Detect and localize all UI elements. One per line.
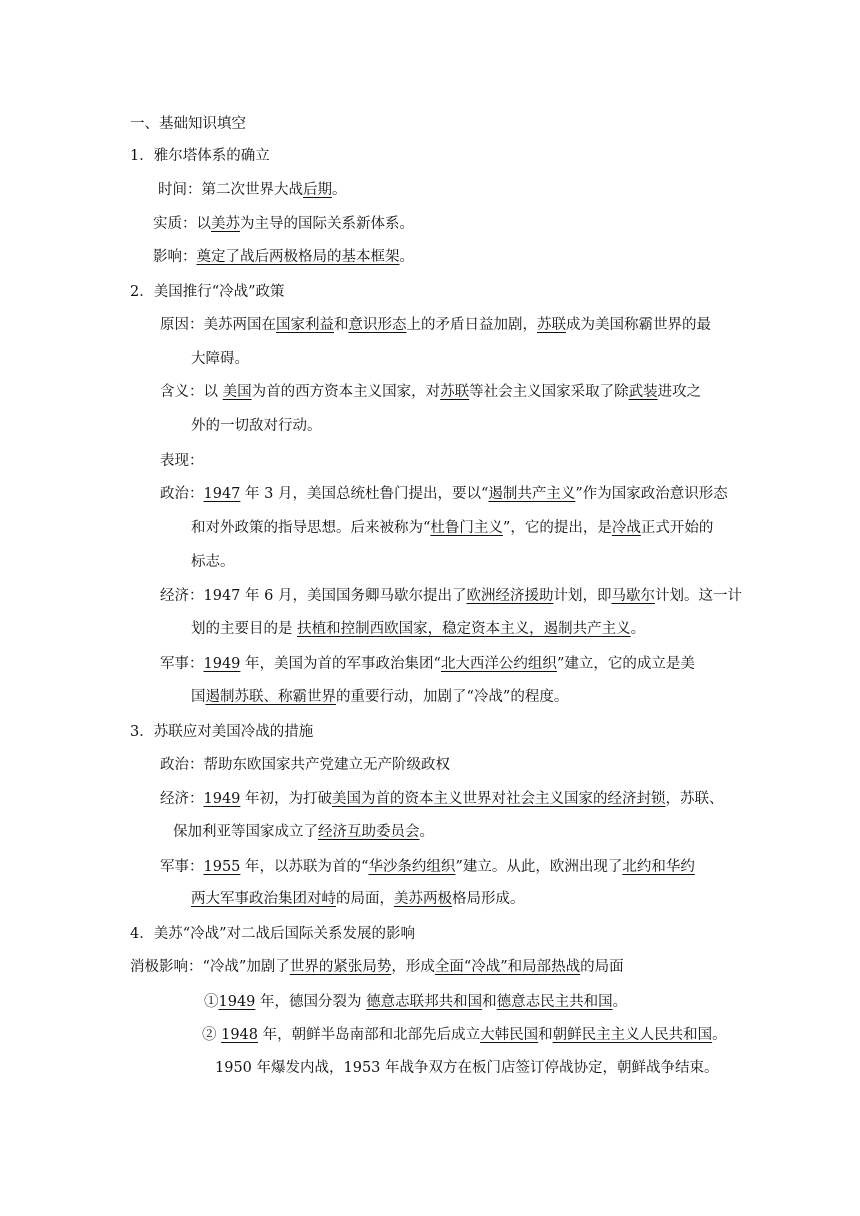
text-line <box>191 889 525 909</box>
subheading <box>130 924 415 944</box>
text-span: 。 <box>630 621 646 637</box>
answer-underline: 意识形态 <box>348 317 407 333</box>
text-line <box>160 451 204 471</box>
answer-underline: 世界的紧张局势 <box>289 959 392 975</box>
text-line <box>153 214 414 234</box>
text-span: 影响： <box>153 249 197 265</box>
answer-underline: 遏制共产主义 <box>488 486 576 502</box>
text-line <box>173 822 434 842</box>
text-span: 成为美国称霸世界的最 <box>566 317 711 333</box>
text-span: 军事： <box>160 656 204 672</box>
answer-underline: 苏联 <box>440 384 470 400</box>
text-line <box>191 349 249 369</box>
answer-underline: 经济互助委员会 <box>318 824 420 840</box>
text-span: 。 <box>332 182 347 198</box>
text-span: 等社会主义国家采取了除 <box>469 384 629 400</box>
answer-underline: 两大军事政治集团对峙 <box>191 891 336 907</box>
subheading <box>130 722 313 742</box>
text-span: 上的矛盾日益加剧， <box>406 317 537 333</box>
answer-underline: 德意志民主共和国 <box>496 994 613 1010</box>
text-line <box>160 315 711 335</box>
text-span: 的局面， <box>336 891 394 907</box>
text-span: 的重要行动，加剧了“冷战”的程度。 <box>336 689 569 705</box>
text-span: 含义：以 <box>160 384 223 400</box>
text-span: 实质：以 <box>153 216 211 232</box>
text-span: 经济：1947 年 6 月，美国国务卿马歇尔提出了 <box>160 588 467 604</box>
text-span: ”作为国家政治意识形态 <box>575 486 728 502</box>
text-span: 军事： <box>160 859 204 875</box>
section-heading <box>130 114 246 134</box>
text-span: ② <box>202 1027 222 1043</box>
text-line <box>158 180 347 200</box>
answer-underline: 朝鲜民主主义人民共和国 <box>552 1027 713 1043</box>
answer-underline: 美国 <box>222 384 252 400</box>
text-line <box>160 484 728 504</box>
text-span: 为主导的国际关系新体系。 <box>240 216 414 232</box>
text-span: 和 <box>482 994 497 1010</box>
text-span: 国 <box>191 689 206 705</box>
text-span: 。 <box>612 994 628 1010</box>
text-span: 政治：帮助东欧国家共产党建立无产阶级政权 <box>160 757 450 773</box>
text-line <box>191 552 235 572</box>
text-span: 年，德国分裂为 <box>255 994 367 1010</box>
answer-underline: 冷战 <box>611 520 641 536</box>
text-span: ，苏联、 <box>665 791 724 807</box>
subheading <box>130 282 285 302</box>
text-span: 和对外政策的指导思想。后来被称为“ <box>191 520 431 536</box>
text-span: 消极影响：“冷战”加剧了 <box>130 959 290 975</box>
text-span: 年，美国为首的军事政治集团“ <box>240 656 441 672</box>
text-span: 时间：第二次世界大战 <box>158 182 303 198</box>
text-line <box>160 755 450 775</box>
answer-underline: 马歇尔 <box>611 588 655 604</box>
text-span: 原因：美苏两国在 <box>160 317 276 333</box>
text-line <box>160 857 695 877</box>
answer-underline: 奠定了战后两极格局的基本框架 <box>196 249 400 265</box>
text-span: 表现： <box>160 453 204 469</box>
answer-underline: 国家利益 <box>276 317 334 333</box>
text-line <box>191 687 568 707</box>
text-span: 年，以苏联为首的“ <box>240 859 369 875</box>
text-line <box>160 789 724 809</box>
text-span: 年，朝鲜半岛南部和北部先后成立 <box>258 1027 481 1043</box>
text-line <box>130 957 624 977</box>
answer-underline: 北约和华约 <box>622 859 695 875</box>
text-span: 年初，为打破 <box>240 791 333 807</box>
answer-underline: 武装 <box>628 384 658 400</box>
answer-underline: 1949 <box>218 994 256 1010</box>
answer-underline: 扶植和控制西欧国家，稳定资本主义，遏制共产主义 <box>297 621 631 637</box>
answer-underline: 1948 <box>221 1027 259 1043</box>
text-line <box>160 586 742 606</box>
text-span: 划的主要目的是 <box>191 621 298 637</box>
text-span: 计划，即 <box>553 588 612 604</box>
text-span: ”，它的提出，是 <box>502 520 612 536</box>
text-span: 政治： <box>160 486 204 502</box>
text-span: 和 <box>538 1027 553 1043</box>
text-span: 1950 年爆发内战，1953 年战争双方在板门店签订停战协定，朝鲜战争结束。 <box>215 1060 719 1076</box>
answer-underline: 美苏两极 <box>394 891 452 907</box>
answer-underline: 1955 <box>203 859 241 875</box>
answer-underline: 1949 <box>203 791 241 807</box>
answer-underline: 杜鲁门主义 <box>430 520 503 536</box>
text-line <box>215 1058 719 1078</box>
text-span: 外的一切敌对行动。 <box>191 418 322 434</box>
text-span: 为首的西方资本主义国家，对 <box>251 384 441 400</box>
answer-underline: 苏联 <box>537 317 566 333</box>
text-span: 正式开始的 <box>640 520 714 536</box>
text-line <box>160 654 695 674</box>
text-span: 3．苏联应对美国冷战的措施 <box>130 724 314 740</box>
answer-underline: 1947 <box>203 486 241 502</box>
text-line <box>191 619 645 639</box>
text-span: 计划。这一计 <box>654 588 742 604</box>
text-span: 。 <box>419 824 434 840</box>
text-span: ，形成 <box>391 959 435 975</box>
text-span: 标志。 <box>191 554 235 570</box>
text-line <box>160 382 701 402</box>
text-span: 大障碍。 <box>191 351 249 367</box>
answer-underline: 遏制苏联、称霸世界 <box>205 689 336 705</box>
answer-underline: 华沙条约组织 <box>368 859 456 875</box>
text-span: 。 <box>399 249 414 265</box>
text-span: 和 <box>334 317 349 333</box>
text-span: ”建立。从此，欧洲出现了 <box>455 859 623 875</box>
answer-underline: 美苏 <box>211 216 240 232</box>
answer-underline: 德意志联邦共和国 <box>366 994 483 1010</box>
answer-underline: 北大西洋公约组织 <box>440 656 557 672</box>
text-span: 2．美国推行“冷战”政策 <box>130 284 285 300</box>
answer-underline: 后期 <box>303 182 332 198</box>
text-line <box>191 518 713 538</box>
text-span: 1．雅尔塔体系的确立 <box>130 148 270 164</box>
text-span: 经济： <box>160 791 204 807</box>
text-line <box>204 992 627 1012</box>
answer-underline: 全面“冷战”和局部热战 <box>434 959 581 975</box>
text-line <box>153 247 414 267</box>
subheading <box>130 146 270 166</box>
text-span: 格局形成。 <box>452 891 525 907</box>
text-span: 保加利亚等国家成立了 <box>173 824 318 840</box>
answer-underline: 1949 <box>203 656 241 672</box>
text-span: 一、基础知识填空 <box>130 116 246 132</box>
text-span: 的局面 <box>580 959 624 975</box>
text-line <box>191 416 322 436</box>
text-span: 年 3 月，美国总统杜鲁门提出，要以“ <box>240 486 489 502</box>
answer-underline: 美国为首的资本主义世界对社会主义国家的经济封锁 <box>332 791 666 807</box>
text-span: 进攻之 <box>657 384 702 400</box>
answer-underline: 大韩民国 <box>480 1027 539 1043</box>
text-line <box>202 1025 727 1045</box>
text-span: 。 <box>712 1027 727 1043</box>
text-span: ① <box>204 994 219 1010</box>
text-span: 4．美苏“冷战”对二战后国际关系发展的影响 <box>130 926 416 942</box>
answer-underline: 欧洲经济援助 <box>466 588 554 604</box>
text-span: ”建立，它的成立是美 <box>556 656 695 672</box>
